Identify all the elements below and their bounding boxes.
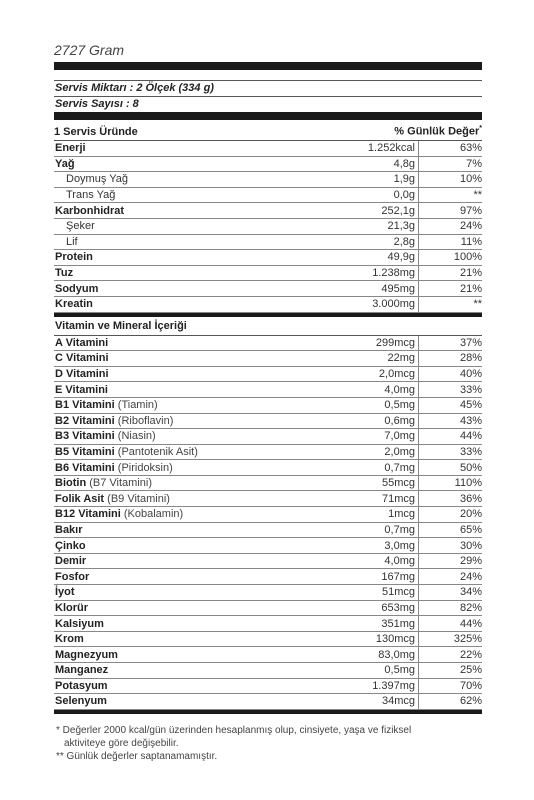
vitamin-name-cell [54,336,355,351]
vitamin-name-cell [54,397,355,413]
vitamin-daily-value: 44% [419,616,483,632]
vitamin-name: Kalsiyum [55,617,104,630]
nutrient-row [54,172,482,188]
footnote-2: ** Günlük değerler saptanamamıştır. [56,751,218,762]
nutrient-name: Tuz [54,265,355,281]
nutrient-row [54,203,482,219]
vitamin-alt-name: (B7 Vitamini) [86,477,152,490]
vitamin-amount: 34mcg [355,694,419,710]
vitamin-row [54,351,482,367]
vitamin-name-cell [54,600,355,616]
nutrient-daily-value: 97% [419,203,483,219]
vitamin-name-cell [54,694,355,710]
vitamins-section-title: Vitamin ve Mineral İçeriği [54,317,482,336]
nutrient-daily-value: 11% [419,234,483,250]
vitamin-daily-value: 25% [419,663,483,679]
column-header [54,120,482,141]
vitamin-name-cell [54,507,355,523]
vitamin-row [54,538,482,554]
vitamin-daily-value: 33% [419,382,483,398]
vitamin-daily-value: 29% [419,553,483,569]
nutrient-table [54,141,482,313]
nutrient-amount: 1,9g [355,172,419,188]
vitamin-row [54,553,482,569]
vitamin-name-cell [54,585,355,601]
vitamin-amount: 83,0mg [355,647,419,663]
vitamin-row [54,600,482,616]
vitamin-daily-value: 22% [419,647,483,663]
nutrient-amount: 1.238mg [355,265,419,281]
nutrient-row [54,296,482,312]
vitamin-amount: 55mcg [355,475,419,491]
vitamin-daily-value: 325% [419,631,483,647]
serving-size: Servis Miktarı : 2 Ölçek (334 g) [55,82,214,94]
vitamin-name-cell [54,631,355,647]
vitamin-row [54,366,482,382]
vitamin-alt-name: (Tiamin) [114,399,158,412]
vitamin-name-cell [54,460,355,476]
vitamin-amount: 653mg [355,600,419,616]
vitamin-daily-value: 37% [419,336,483,351]
nutrient-daily-value: ** [419,296,483,312]
vitamin-amount: 0,5mg [355,397,419,413]
nutrient-row [54,141,482,156]
vitamin-name: A Vitamini [55,336,109,349]
nutrition-facts-panel [54,62,482,714]
nutrient-daily-value: 24% [419,218,483,234]
nutrient-name: Yağ [54,156,355,172]
vitamin-daily-value: 65% [419,522,483,538]
vitamin-alt-name: (Piridoksin) [114,461,173,474]
vitamin-name: Biotin [55,477,87,490]
vitamin-name: Klorür [55,601,88,614]
vitamin-daily-value: 30% [419,538,483,554]
vitamin-daily-value: 34% [419,585,483,601]
nutrient-name: Kreatin [54,296,355,312]
vitamin-table [54,336,482,710]
vitamin-amount: 0,7mg [355,460,419,476]
vitamin-name-cell [54,351,355,367]
nutrient-name: Şeker [54,218,355,234]
vitamin-name: Folik Asit [55,492,105,505]
vitamin-daily-value: 43% [419,413,483,429]
vitamin-name: Manganez [55,664,109,677]
vitamin-name: Fosfor [55,570,90,583]
daily-value-mark: * [479,125,482,133]
vitamin-amount: 2,0mcg [355,366,419,382]
vitamin-name: Çinko [55,539,86,552]
nutrient-row [54,281,482,297]
vitamin-row [54,678,482,694]
vitamin-amount: 71mcg [355,491,419,507]
vitamin-name-cell [54,663,355,679]
vitamin-alt-name: (Riboflavin) [114,414,174,427]
vitamin-daily-value: 62% [419,694,483,710]
vitamin-row [54,663,482,679]
nutrient-daily-value: ** [419,187,483,203]
vitamin-name-cell [54,429,355,445]
vitamin-amount: 2,0mg [355,444,419,460]
vitamin-amount: 167mg [355,569,419,585]
vitamin-daily-value: 33% [419,444,483,460]
nutrient-name: Enerji [54,141,355,156]
per-serving-label: 1 Servis Üründe [54,126,138,138]
vitamin-name: Bakır [55,523,83,536]
vitamin-row [54,475,482,491]
vitamin-name: Krom [55,633,84,646]
nutrient-amount: 4,8g [355,156,419,172]
vitamin-name-cell [54,522,355,538]
vitamin-amount: 351mg [355,616,419,632]
vitamin-alt-name: (Kobalamin) [120,508,184,521]
nutrient-amount: 0,0g [355,187,419,203]
top-divider [54,62,482,70]
vitamin-amount: 299mcg [355,336,419,351]
vitamin-name: İyot [55,586,75,599]
nutrient-daily-value: 100% [419,250,483,266]
vitamin-amount: 0,7mg [355,522,419,538]
vitamin-amount: 4,0mg [355,382,419,398]
vitamin-amount: 0,6mg [355,413,419,429]
vitamin-daily-value: 50% [419,460,483,476]
nutrient-row [54,156,482,172]
footnote-1: * Değerler 2000 kcal/gün üzerinden hesaplanmış olup, cinsiyete, yaşa ve fiziksel [56,725,412,736]
nutrient-daily-value: 21% [419,265,483,281]
vitamin-row [54,694,482,710]
footnote-1-cont: aktiviteye göre değişebilir. [64,738,179,749]
vitamin-name-cell [54,413,355,429]
vitamin-daily-value: 36% [419,491,483,507]
nutrient-daily-value: 63% [419,141,483,156]
vitamin-daily-value: 110% [419,475,483,491]
nutrient-name: Sodyum [54,281,355,297]
product-weight-title: 2727 Gram [54,42,125,58]
vitamin-name: B1 Vitamini [55,399,115,412]
vitamin-row [54,397,482,413]
vitamin-name-cell [54,491,355,507]
daily-value-text: % Günlük Değer [394,126,480,138]
vitamin-name: B6 Vitamini [55,461,115,474]
nutrient-daily-value: 7% [419,156,483,172]
vitamin-amount: 130mcg [355,631,419,647]
vitamin-name-cell [54,647,355,663]
vitamin-row [54,585,482,601]
vitamin-row [54,444,482,460]
nutrient-name: Karbonhidrat [54,203,355,219]
serving-count: Servis Sayısı : 8 [55,98,139,110]
nutrient-amount: 3.000mg [355,296,419,312]
nutrient-row [54,250,482,266]
vitamin-name: Demir [55,555,87,568]
vitamin-name-cell [54,553,355,569]
vitamin-daily-value: 44% [419,429,483,445]
vitamin-name: B2 Vitamini [55,414,115,427]
vitamin-name: E Vitamini [55,383,108,396]
vitamin-name-cell [54,382,355,398]
vitamin-row [54,429,482,445]
nutrient-row [54,234,482,250]
vitamin-row [54,647,482,663]
vitamin-daily-value: 45% [419,397,483,413]
vitamin-name-cell [54,678,355,694]
vitamin-amount: 0,5mg [355,663,419,679]
vitamin-name: C Vitamini [55,352,109,365]
vitamin-name: Selenyum [55,695,107,708]
vitamin-amount: 22mg [355,351,419,367]
footnotes [56,724,476,763]
nutrient-amount: 495mg [355,281,419,297]
vitamin-name: D Vitamini [55,368,109,381]
nutrient-name: Trans Yağ [54,187,355,203]
vitamin-name-cell [54,616,355,632]
vitamin-name-cell [54,366,355,382]
nutrient-amount: 252,1g [355,203,419,219]
vitamin-name-cell [54,569,355,585]
vitamin-row [54,631,482,647]
vitamin-amount: 1mcg [355,507,419,523]
vitamin-alt-name: (Pantotenik Asit) [114,445,198,458]
vitamin-alt-name: (Niasin) [114,430,156,443]
vitamin-amount: 1.397mg [355,678,419,694]
nutrient-name: Lif [54,234,355,250]
daily-value-label [394,121,482,140]
nutrient-amount: 49,9g [355,250,419,266]
vitamin-row [54,382,482,398]
vitamin-daily-value: 20% [419,507,483,523]
serving-divider [54,112,482,120]
vitamin-row [54,491,482,507]
vitamin-daily-value: 28% [419,351,483,367]
nutrient-amount: 21,3g [355,218,419,234]
bottom-divider [54,710,482,714]
vitamin-daily-value: 24% [419,569,483,585]
vitamin-alt-name: (B9 Vitamini) [104,492,170,505]
vitamin-row [54,413,482,429]
vitamin-daily-value: 40% [419,366,483,382]
nutrient-name: Doymuş Yağ [54,172,355,188]
vitamin-row [54,569,482,585]
vitamin-amount: 3,0mg [355,538,419,554]
vitamin-amount: 7,0mg [355,429,419,445]
nutrient-daily-value: 21% [419,281,483,297]
nutrient-row [54,265,482,281]
vitamin-row [54,616,482,632]
vitamin-name: B12 Vitamini [55,508,121,521]
vitamin-row [54,336,482,351]
nutrient-name: Protein [54,250,355,266]
vitamin-name: B3 Vitamini [55,430,115,443]
vitamin-row [54,460,482,476]
vitamin-daily-value: 82% [419,600,483,616]
vitamin-daily-value: 70% [419,678,483,694]
vitamin-name: Potasyum [55,679,108,692]
nutrient-daily-value: 10% [419,172,483,188]
vitamin-row [54,522,482,538]
nutrient-amount: 1.252kcal [355,141,419,156]
vitamin-name-cell [54,475,355,491]
vitamin-name: Magnezyum [55,648,118,661]
vitamin-name-cell [54,444,355,460]
vitamin-amount: 4,0mg [355,553,419,569]
nutrient-row [54,187,482,203]
vitamin-amount: 51mcg [355,585,419,601]
vitamin-name-cell [54,538,355,554]
nutrient-amount: 2,8g [355,234,419,250]
vitamin-row [54,507,482,523]
nutrient-row [54,218,482,234]
vitamin-name: B5 Vitamini [55,445,115,458]
